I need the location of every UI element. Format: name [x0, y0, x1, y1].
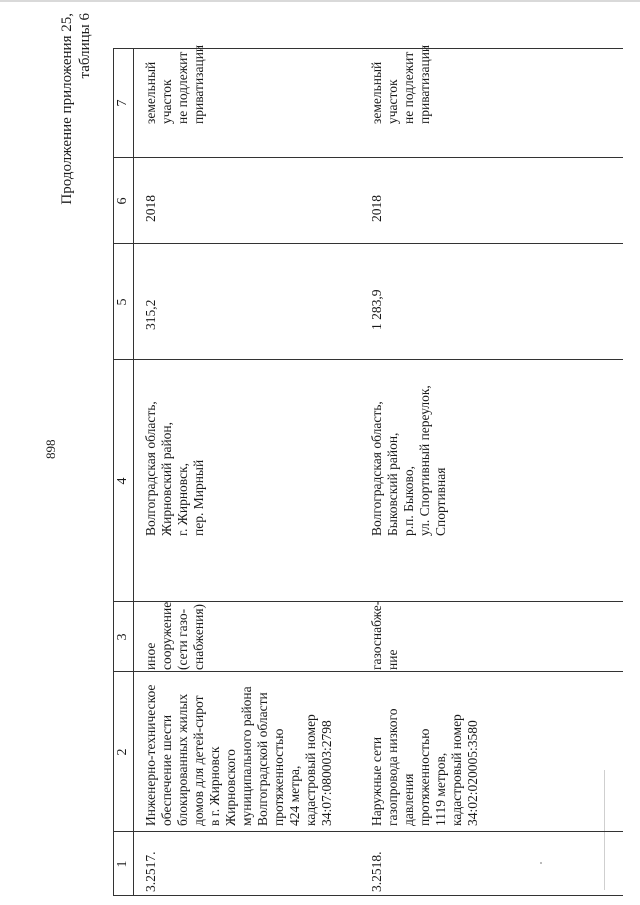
row-2-name-line: 34:02:020005:3580	[465, 720, 480, 826]
row-1-name-line: домов для детей-сирот	[191, 695, 206, 826]
row-1-address-line: Жирновский район,	[159, 421, 174, 536]
row-1-type-line: снабжения)	[191, 603, 206, 670]
row-1-year: 2018	[143, 195, 158, 222]
row-1-address	[143, 401, 207, 536]
row-2-name-line: 1119 метров,	[433, 752, 448, 826]
row-2-address-line: р.п. Быково,	[401, 466, 416, 536]
row-2-address-line: Волгоградская область,	[369, 401, 384, 536]
row-1-number: 3.2517.	[143, 851, 158, 892]
row-1-note-line: земельный	[143, 61, 158, 124]
row-2-value: 1 283,9	[369, 289, 384, 330]
row-2-number: 3.2518.	[369, 851, 384, 892]
row-1-note-line: не подлежит	[175, 51, 190, 124]
header-col-2: 2	[115, 748, 130, 756]
row-1-name-line: Жирновского	[223, 749, 238, 826]
row-1-name-line: 424 метра,	[287, 765, 302, 826]
row-1-address-line: Волгоградская область,	[143, 401, 158, 536]
table-left-border	[113, 895, 623, 896]
row-1-type-line: иное	[143, 642, 158, 670]
row-2-type-line: газоснабже-	[369, 600, 384, 670]
row-2-note-line: участок	[385, 79, 400, 124]
header-col-3: 3	[115, 633, 130, 641]
col-divider-6	[113, 157, 623, 158]
col-divider-1	[113, 831, 623, 832]
row-2-type-line: ние	[385, 649, 400, 670]
row-1-name-line: в г. Жирновск	[207, 746, 222, 826]
row-2-note	[369, 45, 433, 124]
row-2-name-line: кадастровый номер	[449, 714, 464, 826]
row-1-name-line: обеспечение шести	[159, 714, 174, 826]
row-1-address-line: г. Жирновск,	[175, 462, 190, 536]
row-1-note-line: участок	[159, 79, 174, 124]
row-1-name-line: муниципального района	[239, 686, 254, 826]
col-divider-2	[113, 671, 623, 672]
col-divider-4	[113, 359, 623, 360]
continuation-line-2: таблицы 6	[77, 13, 93, 79]
row-2-name	[369, 709, 481, 827]
row-2-name-line: газопровода низкого	[385, 708, 400, 826]
row-2-year: 2018	[369, 195, 384, 222]
page-number: 898	[43, 439, 58, 459]
row-2-address	[369, 385, 449, 536]
row-2-address-line: Быковский район,	[385, 432, 400, 536]
continuation-line-1: Продолжение приложения 25,	[59, 13, 75, 205]
row-2-name-line: протяженностью	[417, 728, 432, 826]
row-2-address-line: Спортивная	[433, 467, 448, 536]
header-col-4: 4	[115, 477, 130, 485]
header-col-6: 6	[115, 197, 130, 205]
row-1-value: 315,2	[143, 299, 158, 330]
row-2-name-line: давления	[401, 773, 416, 826]
row-1-name-line: протяженностью	[271, 728, 286, 826]
row-2-note-line: приватизации	[417, 44, 432, 124]
row-1-name	[143, 685, 335, 826]
row-1-name-line: кадастровый номер	[303, 714, 318, 826]
row-1-type	[143, 602, 207, 670]
row-2-note-line: земельный	[369, 61, 384, 124]
row-1-name-line: 34:07:080003:2798	[319, 720, 334, 826]
header-col-7: 7	[115, 99, 130, 107]
row-1-type-line: сооружение	[159, 601, 174, 670]
row-1-name-line: блокированных жилых	[175, 693, 190, 826]
header-bottom-border	[133, 48, 134, 896]
continuation-header	[58, 13, 94, 245]
property-table	[113, 44, 623, 896]
row-2-name-line: Наружные сети	[369, 736, 384, 826]
row-1-note-line: приватизации	[191, 44, 206, 124]
row-1-address-line: пер. Мирный	[191, 459, 206, 536]
row-1-name-line: Волгоградской области	[255, 692, 270, 826]
row-2-note-line: не подлежит	[401, 51, 416, 124]
row-2-type	[369, 601, 401, 670]
row-2-address-line: ул. Спортивный переулок,	[417, 385, 432, 536]
row-1-note	[143, 45, 207, 124]
row-1-name-line: Инженерно-техническое	[143, 684, 158, 826]
row-1-type-line: (сети газо-	[175, 608, 190, 670]
col-divider-5	[113, 243, 623, 244]
header-col-5: 5	[115, 298, 130, 306]
header-col-1: 1	[115, 860, 130, 868]
